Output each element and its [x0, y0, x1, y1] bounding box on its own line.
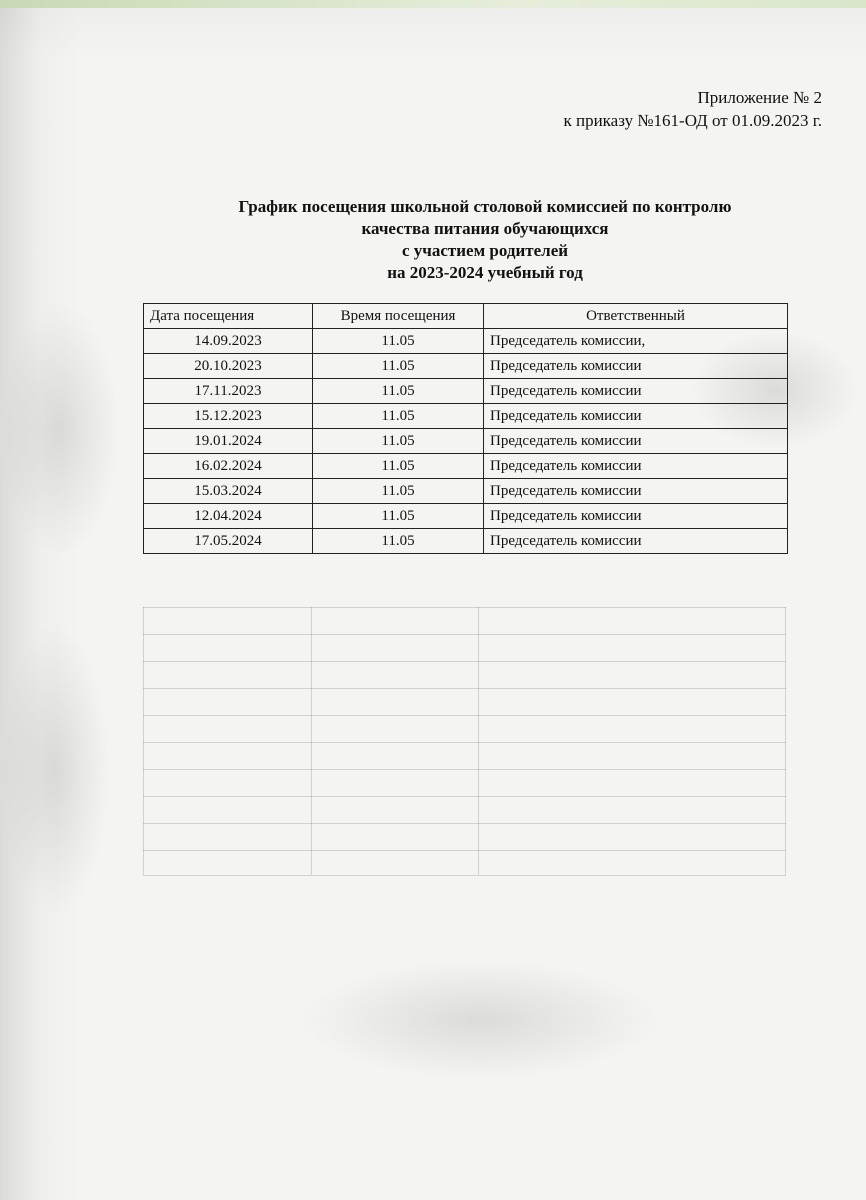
visit-time: 11.05 [313, 354, 484, 379]
appendix-reference [563, 86, 822, 132]
visit-responsible: Председатель комиссии [484, 379, 788, 404]
visit-date: 14.09.2023 [144, 329, 313, 354]
scan-smudge [300, 960, 660, 1080]
visit-responsible: Председатель комиссии [484, 504, 788, 529]
document-title [130, 196, 840, 284]
visit-time: 11.05 [313, 429, 484, 454]
visit-date: 20.10.2023 [144, 354, 313, 379]
visit-date: 17.05.2024 [144, 529, 313, 554]
table-row [144, 529, 788, 554]
appendix-number: Приложение № 2 [697, 88, 822, 107]
visit-responsible: Председатель комиссии [484, 479, 788, 504]
table-row [144, 479, 788, 504]
visit-time: 11.05 [313, 454, 484, 479]
visit-date: 12.04.2024 [144, 504, 313, 529]
table-row [144, 504, 788, 529]
scan-smudge [0, 620, 110, 920]
visit-responsible: Председатель комиссии [484, 354, 788, 379]
table-row [144, 379, 788, 404]
visit-responsible: Председатель комиссии, [484, 329, 788, 354]
table-header-row [144, 304, 788, 329]
table-row [144, 329, 788, 354]
title-line-2: качества питания обучающихся [361, 219, 609, 238]
visit-date: 15.12.2023 [144, 404, 313, 429]
visit-responsible: Председатель комиссии [484, 404, 788, 429]
bleed-through-table [143, 607, 786, 875]
visit-responsible: Председатель комиссии [484, 429, 788, 454]
title-line-1: График посещения школьной столовой комиссией по контролю [238, 197, 732, 216]
order-reference: к приказу №161-ОД от 01.09.2023 г. [563, 111, 822, 130]
visit-time: 11.05 [313, 329, 484, 354]
table-row [144, 454, 788, 479]
visit-schedule-table [143, 303, 788, 554]
visit-time: 11.05 [313, 479, 484, 504]
header-date: Дата посещения [144, 304, 313, 329]
visit-date: 16.02.2024 [144, 454, 313, 479]
scan-smudge [0, 300, 120, 560]
table-row [144, 404, 788, 429]
title-line-3: с участием родителей [401, 241, 569, 260]
header-time: Время посещения [313, 304, 484, 329]
visit-time: 11.05 [313, 504, 484, 529]
scan-edge [0, 0, 866, 8]
visit-time: 11.05 [313, 379, 484, 404]
visit-date: 17.11.2023 [144, 379, 313, 404]
table-row [144, 354, 788, 379]
visit-responsible: Председатель комиссии [484, 529, 788, 554]
visit-date: 15.03.2024 [144, 479, 313, 504]
table-row [144, 429, 788, 454]
title-line-4: на 2023-2024 учебный год [387, 263, 583, 282]
header-responsible: Ответственный [484, 304, 788, 329]
visit-responsible: Председатель комиссии [484, 454, 788, 479]
visit-time: 11.05 [313, 404, 484, 429]
visit-time: 11.05 [313, 529, 484, 554]
visit-date: 19.01.2024 [144, 429, 313, 454]
